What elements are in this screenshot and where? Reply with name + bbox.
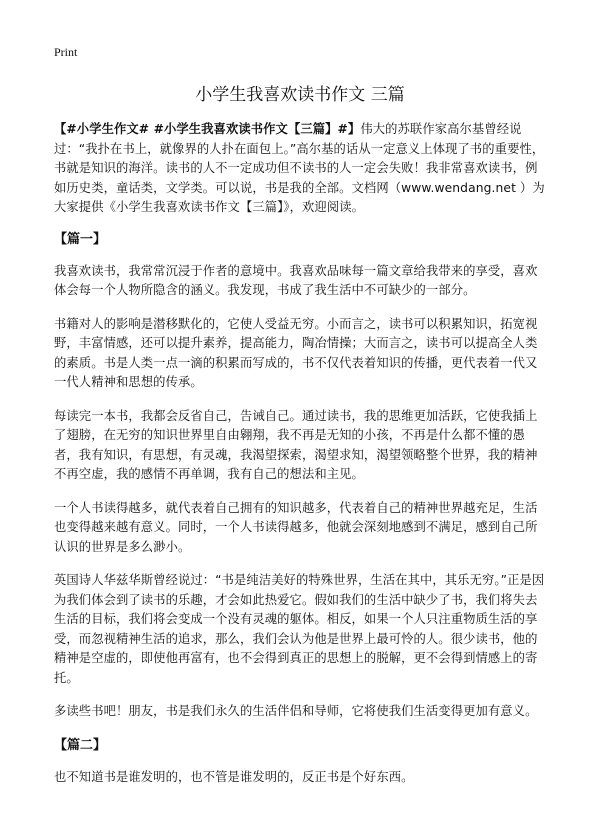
print-label: Print [54,45,78,59]
intro-text: 伟大的苏联作家高尔基曾经说过：“我扑在书上，就像界的人扑在面包上。”高尔基的话从一定意义上体现了书的重要性，书就是知识的海洋。读书的人不一定成功但不读书的人一定会失败！我非常喜欢读书，例如历史类，童话类，文学类。可以说，书是我的全部。文档网（www.wendang.net ）为大家提供《小学生我喜欢读书作文【三篇】》，欢迎阅读。 [54,122,545,214]
intro-tag: 【#小学生作文# #小学生我喜欢读书作文【三篇】#】 [54,122,361,136]
paragraph: 每读完一本书，我都会反省自己，告诫自己。通过读书，我的思维更加活跃，它使我插上了翅膀，在无穷的知识世界里自由翱翔，我不再是无知的小孩，不再是什么都不懂的愚者，我有知识，有思想，有灵魂，我渴望探索，渴望求知，渴望领略整个世界，我的精神不再空虚，我的感情不再单调，我有自己的想法和主见。 [54,408,538,481]
paragraph: 我喜欢读书，我常常沉浸于作者的意境中。我喜欢品味每一篇文章给我带来的享受，喜欢体会每一个人物所隐含的涵义。我发现，书成了我生活中不可缺少的一部分。 [54,263,538,297]
section-heading-1: 【篇一】 [54,231,107,247]
paragraph: 也不知道书是谁发明的，也不管是谁发明的，反正书是个好东西。 [54,769,414,784]
document-body [54,120,546,801]
paragraph: 书籍对人的影响是潜移默化的，它使人受益无穷。小而言之，读书可以积累知识，拓宽视野，丰富情感，还可以提升素养，提高能力，陶冶情操；大而言之，读书可以提高全人类的素质。书是人类一点一滴的积累而写成的，书不仅代表着知识的传播，更代表着一代又一代人精神和思想的传承。 [54,316,538,389]
intro-paragraph [54,120,546,218]
paragraph: 多读些书吧！朋友，书是我们永久的生活伴侣和导师，它将使我们生活变得更加有意义。 [54,704,538,718]
paragraph: 一个人书读得越多，就代表着自己拥有的知识越多，代表着自己的精神世界越充足，生活也变得越来越有意义。同时，一个人书读得越多，他就会深刻地感到不满足，感到自己所认识的世界是多么渺小。 [54,500,538,554]
paragraph: 英国诗人华兹华斯曾经说过：“书是纯洁美好的特殊世界，生活在其中，其乐无穷。”正是因为我们体会到了读书的乐趣，才会如此热爱它。假如我们的生活中缺少了书，我们将失去生活的目标，我们将会变成一个没有灵魂的躯体。相反，如果一个人只注重物质生活的享受，而忽视精神生活的追求，那么，我们会认为他是世界上最可怜的人。很少读书，他的精神是空虚的，即使他再富有，也不会得到真正的思想上的脱解，更不会得到情感上的寄托。 [54,573,545,685]
section-heading-2: 【篇二】 [54,737,107,753]
page-title: 小学生我喜欢读书作文 三篇 [195,85,405,105]
